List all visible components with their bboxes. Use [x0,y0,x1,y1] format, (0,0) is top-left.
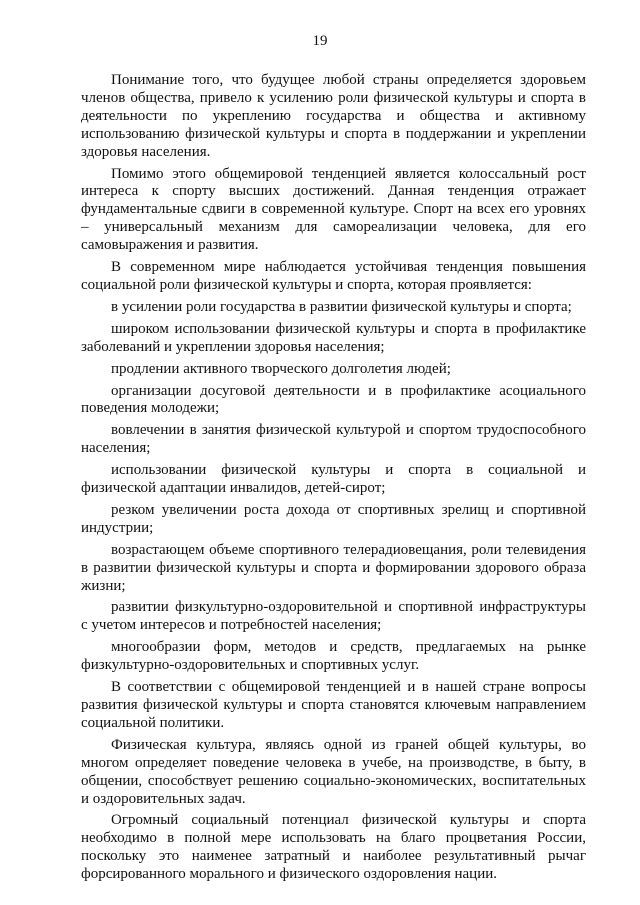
list-item: развитии физкультурно-оздоровительной и спортивной инфраструктуры с учетом интересов и потребностей населения; [81,599,586,634]
list-item: возрастающем объеме спортивного телерадиовещания, роли телевидения в развитии физической культуры и спорта и формировании здорового образа жизни; [81,541,586,594]
paragraph: Понимание того, что будущее любой страны определяется здоровьем членов общества, привело к усилению роли физической культуры и спорта в деятельности по укреплению государства и общества и активному использованию физической культуры и спорта в поддержании и укреплении здоровья населения. [81,72,586,160]
list-item: многообразии форм, методов и средств, предлагаемых на рынке физкультурно-оздоровительных и спортивных услуг. [81,639,586,674]
list-item: использовании физической культуры и спорта в социальной и физической адаптации инвалидов, детей-сирот; [81,462,586,497]
list-item: продлении активного творческого долголетия людей; [111,360,451,377]
paragraph: Физическая культура, являясь одной из граней общей культуры, во многом определяет поведение человека в учебе, на производстве, в быту, в общении, способствует решению социально-экономических, воспитательных и оздоровительных задач. [81,736,586,807]
list-item: организации досуговой деятельности и в профилактике асоциального поведения молодежи; [81,382,586,417]
page-number: 19 [312,33,328,49]
document-body [81,72,586,884]
paragraph: В соответствии с общемировой тенденцией и в нашей стране вопросы развития физической культуры и спорта становятся ключевым направлением социальной политики. [81,679,586,731]
list-item: вовлечении в занятия физической культурой и спортом трудоспособного населения; [81,422,586,457]
list-item: в усилении роли государства в развитии физической культуры и спорта; [111,298,572,315]
list-item: широком использовании физической культуры и спорта в профилактике заболеваний и укреплении здоровья населения; [81,320,586,355]
paragraph: Помимо этого общемировой тенденцией является колоссальный рост интереса к спорту высших достижений. Данная тенденция отражает фундаментальные сдвиги в современной культуре. Спорт на всех его уровнях – универсальный механизм для самореализации человека, для его самовыражения и развития. [81,165,586,254]
paragraph: В современном мире наблюдается устойчивая тенденция повышения социальной роли физической культуры и спорта, которая проявляется: [81,259,586,293]
paragraph: Огромный социальный потенциал физической культуры и спорта необходимо в полной мере использовать на благо процветания России, поскольку это наименее затратный и наиболее результативный рычаг форсированного морального и физического оздоровления нации. [81,812,586,883]
list-item: резком увеличении роста дохода от спортивных зрелищ и спортивной индустрии; [81,501,586,536]
